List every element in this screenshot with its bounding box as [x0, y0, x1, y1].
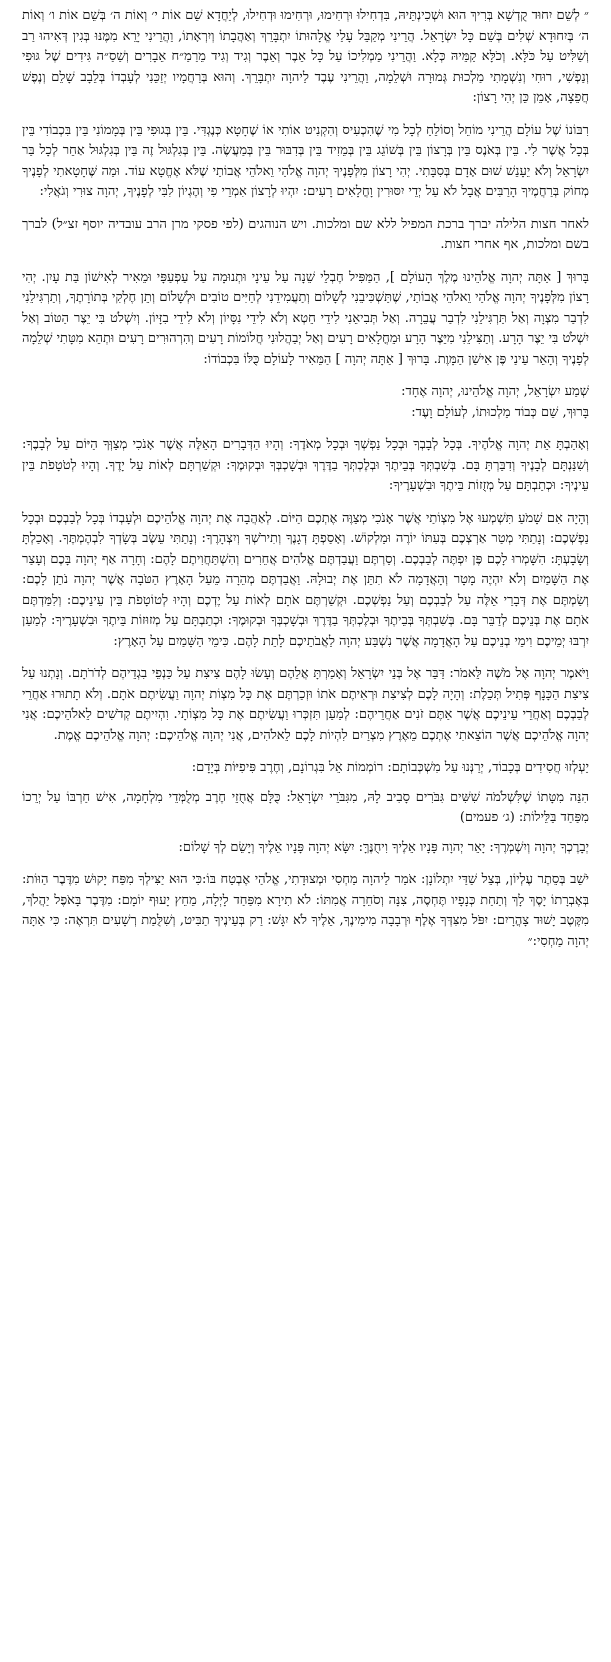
- paragraph-veahavta: וְאָהַבְתָּ אֵת יְהוָה אֱלֹהֶיךָ. בְּכָל לְבָבְךָ וּבְכָל נַפְשְׁךָ וּבְכָל מְאֹדֶךָ: וְהָיוּ הַדְּבָרִים הָאֵלֶּה אֲשֶׁר אָנֹכִי מְצַוְּךָ הַיּוֹם עַל לְבָבֶךָ: וְשִׁנַּנְתָּם לְבָנֶיךָ וְדִבַּרְתָּ בָּם. בְּשִׁבְתְּךָ בְּבֵיתֶךָ וּבְלֶכְתְּךָ בַדֶּרֶךְ וּבְשָׁכְבְּךָ וּבְקוּמֶךָ: וּקְשַׁרְתָּם לְאוֹת עַל יָדֶךָ. וְהָיוּ לְטֹטָפֹת בֵּין עֵינֶיךָ: וּכְתַבְתָּם עַל מְזֻזוֹת בֵּיתֶךָ וּבִשְׁעָרֶיךָ:: [22, 437, 589, 493]
- paragraph-shema: [22, 382, 589, 423]
- baruch-shem-line: בָּרוּךְ, שֵׁם כְּבוֹד מַלְכוּתוֹ, לְעוֹלָם וָעֶד:: [411, 404, 589, 420]
- paragraph-vehaya: וְהָיָה אִם שָׁמֹעַ תִּשְׁמְעוּ אֶל מִצְוֹתַי אֲשֶׁר אָנֹכִי מְצַוֶּה אֶתְכֶם הַיּוֹם. לְאַהֲבָה אֶת יְהוָה אֱלֹהֵיכֶם וּלְעָבְדוֹ בְּכָל לְבַבְכֶם וּבְכָל נַפְשְׁכֶם: וְנָתַתִּי מְטַר אַרְצְכֶם בְּעִתּוֹ יוֹרֶה וּמַלְקוֹשׁ. וְאָסַפְתָּ דְגָנֶךָ וְתִירֹשְׁךָ וְיִצְהָרֶךָ: וְנָתַתִּי עֵשֶׂב בְּשָׂדְךָ לִבְהֶמְתֶּךָ. וְאָכַלְתָּ וְשָׂבָעְתָּ: הִשָּׁמְרוּ לָכֶם פֶּן יִפְתֶּה לְבַבְכֶם. וְסַרְתֶּם וַעֲבַדְתֶּם אֱלֹהִים אֲחֵרִים וְהִשְׁתַּחֲוִיתֶם לָהֶם: וְחָרָה אַף יְהוָה בָּכֶם וְעָצַר אֶת הַשָּׁמַיִם וְלֹא יִהְיֶה מָטָר וְהָאֲדָמָה לֹא תִתֵּן אֶת יְבוּלָהּ. וַאֲבַדְתֶּם מְהֵרָה מֵעַל הָאָרֶץ הַטֹּבָה אֲשֶׁר יְהוָה נֹתֵן לָכֶם: וְשַׂמְתֶּם אֶת דְּבָרַי אֵלֶּה עַל לְבַבְכֶם וְעַל נַפְשְׁכֶם. וּקְשַׁרְתֶּם אֹתָם לְאוֹת עַל יֶדְכֶם וְהָיוּ לְטוֹטָפֹת בֵּין עֵינֵיכֶם: וְלִמַּדְתֶּם אֹתָם אֶת בְּנֵיכֶם לְדַבֵּר בָּם. בְּשִׁבְתְּךָ בְּבֵיתֶךָ וּבְלֶכְתְּךָ בַדֶּרֶךְ וּבְשָׁכְבְּךָ וּבְקוּמֶךָ: וּכְתַבְתָּם עַל מְזוּזוֹת בֵּיתֶךָ וּבִשְׁעָרֶיךָ: לְמַעַן יִרְבּוּ יְמֵיכֶם וִימֵי בְנֵיכֶם עַל הָאֲדָמָה אֲשֶׁר נִשְׁבַּע יְהוָה לַאֲבֹתֵיכֶם לָתֵת לָהֶם. כִּימֵי הַשָּׁמַיִם עַל הָאָרֶץ:: [22, 510, 589, 649]
- paragraph-leshem-yichud: ״ לְשֵׁם יִחוּד קֻדְשָׁא בְּרִיךְ הוּא וּשְׁכִינְתֵּיהּ, בִּדְחִילוּ וּרְחִימוּ, וּרְחִימוּ וּדְחִילוּ, לְיַחֲדָא שֵׁם אוֹת י׳ וְאוֹת ה׳ בְּשֵׁם אוֹת ו׳ וְאוֹת ה׳ בְּיִחוּדָא שְׁלִים בְּשֵׁם כָּל יִשְׂרָאֵל. הֲרֵינִי מְקַבֵּל עָלַי אֱלָהוּתוֹ יִתְבָּרֵךְ וְאַהֲבָתוֹ וְיִרְאָתוֹ, וַהֲרֵינִי יָרֵא מִמֶּנּוּ בְּגִין דְּאִיהוּ רַב וְשַׁלִּיט עַל כֹּלָּא. וְכֹלָּא קַמֵּיהּ כְּלָא. וַהֲרֵינִי מַמְלִיכוֹ עַל כָּל אֵבֶר וְאֵבֶר וְגִיד וְגִיד מֵרַמַ״ח אֵבָרִים וְשַׁסַ״ה גִּידִים שֶׁל גּוּפִי וְנַפְשִׁי, רוּחִי וְנִשְׁמָתִי מַלְכוּת גְּמוּרָה וּשְׁלֵמָה, וַהֲרֵינִי עֶבֶד לַיהוָה יִתְבָּרֵךְ. וְהוּא בְּרַחֲמָיו יְזַכֵּנִי לְעָבְדוֹ בְּלֵבָב שָׁלֵם וְנֶפֶשׁ חֲפֵצָה, אָמֵן כֵּן יְהִי רָצוֹן:: [22, 8, 589, 105]
- shema-line: שְׁמַע יִשְׂרָאֵל, יְהוָה אֱלֹהֵינוּ, יְהוָה אֶחָד:: [401, 384, 589, 399]
- paragraph-yoshev-beseter: יֹשֵׁב בְּסֵתֶר עֶלְיוֹן, בְּצֵל שַׁדַּי יִתְלוֹנָן: אֹמַר לַיהוָה מַחְסִי וּמְצוּדָתִי, אֱלֹהַי אֶבְטַח בּוֹ:כִּי הוּא יַצִּילְךָ מִפַּח יָקוּשׁ מִדֶּבֶר הַוּוֹת: בְּאֶבְרָתוֹ יָסֶךְ לָךְ וְתַחַת כְּנָפָיו תֶּחְסֶה, צִנָּה וְסֹחֵרָה אֲמִתּוֹ: לֹא תִירָא מִפַּחַד לָיְלָה, מֵחֵץ יָעוּף יוֹמָם: מִדֶּבֶר בָּאֹפֶל יַהֲלֹךְ, מִקֶּטֶב יָשׁוּד צָהֳרָיִם: יִפֹּל מִצִּדְּךָ אֶלֶף וּרְבָבָה מִימִינֶךָ, אֵלֶיךָ לֹא יִגָּשׁ: רַק בְּעֵינֶיךָ תַבִּיט, וְשִׁלֻּמַת רְשָׁעִים תִּרְאֶה: כִּי אַתָּה יְהוָה מַחְסִי:״: [22, 872, 589, 949]
- paragraph-yaalzu: יַעְלְזוּ חֲסִידִים בְּכָבוֹד, יְרַנְּנוּ עַל מִשְׁכְּבוֹתָם: רוֹמְמוֹת אֵל בִּגְרוֹנָם, וְחֶרֶב פִּיפִיּוֹת בְּיָדָם:: [191, 760, 589, 775]
- paragraph-ribono-shel-olam: רִבּוֹנוֹ שֶׁל עוֹלָם הֲרֵינִי מוֹחֵל וְסוֹלֵחַ לְכָל מִי שֶׁהִכְעִיס וְהִקְנִיט אוֹתִי אוֹ שֶׁחָטָא כְּנֶגְדִּי. בֵּין בְּגוּפִי בֵּין בְּמָמוֹנִי בֵּין בִּכְבוֹדִי בֵּין בְּכָל אֲשֶׁר לִי. בֵּין בְּאֹנֶס בֵּין בְּרָצוֹן בֵּין בְּשׁוֹגֵג בֵּין בְּמֵזִיד בֵּין בְּדִבּוּר בֵּין בְּמַעֲשֶׂה. בֵּין בְּגִלְגּוּל זֶה בֵּין בְּגִלְגּוּל אַחֵר לְכָל בַּר יִשְׂרָאֵל וְלֹא יֵעָנֵשׁ שׁוּם אָדָם בְּסִבָּתִי. יְהִי רָצוֹן מִלְּפָנֶיךָ יְהוָה אֱלֹהַי וֵאלֹהֵי אֲבוֹתַי שֶׁלֹּא אֶחֱטָא עוֹד. וּמַה שֶּׁחָטָאתִי לְפָנֶיךָ מְחוֹק בְּרַחֲמֶיךָ הָרַבִּים אֲבָל לֹא עַל יְדֵי יִסּוּרִין וָחֳלָאִים רָעִים: יִהְיוּ לְרָצוֹן אִמְרֵי פִי וְהֶגְיוֹן לִבִּי לְפָנֶיךָ, יְהוָה צוּרִי וְגֹאֲלִי:: [22, 122, 589, 199]
- paragraph-hamapil-blessing: בָּרוּךְ [ אַתָּה יְהוָה אֱלֹהֵינוּ מֶלֶךְ הָעוֹלָם ], הַמַּפִּיל חֶבְלֵי שֵׁנָה עַל עֵינָי וּתְנוּמָה עַל עַפְעַפָּי וּמֵאִיר לְאִישׁוֹן בַּת עָיִן. יְהִי רָצוֹן מִלְּפָנֶיךָ יְהוָה אֱלֹהַי וֵאלֹהֵי אֲבוֹתַי, שֶׁתַּשְׁכִּיבֵנִי לְשָׁלוֹם וְתַעֲמִידֵנִי לְחַיִּים טוֹבִים וּלְשָׁלוֹם וְתֵן חֶלְקִי בְּתוֹרָתֶךָ, וְתַרְגִּילֵנִי לִדְבַר מִצְוָה וְאַל תַּרְגִּילֵנִי לִדְבַר עֲבֵרָה. וְאַל תְּבִיאֵנִי לִידֵי חֵטְא וְלֹא לִידֵי נִסָּיוֹן וְלֹא לִידֵי בִזָּיוֹן. וְיִשְׁלֹט בִּי יֵצֶר הַטּוֹב וְאַל יִשְׁלֹט בִּי יֵצֶר הָרָע. וְתַצִּילֵנִי מִיֵּצֶר הָרָע וּמֵחֳלָאִים רָעִים וְאַל יְבַהֲלוּנִי חֲלוֹמוֹת רָעִים וְהִרְהוּרִים רָעִים וּתְהֵא מִטָּתִי שְׁלֵמָה לְפָנֶיךָ וְהָאֵר עֵינַי פֶּן אִישַׁן הַמָּוֶת. בָּרוּךְ [ אַתָּה יְהוָה ] הַמֵּאִיר לָעוֹלָם כֻּלּוֹ בִּכְבוֹדוֹ:: [22, 269, 589, 367]
- paragraph-birkat-kohanim: יְבָרֶכְךָ יְהוָה וְיִשְׁמְרֶךָ: יָאֵר יְהוָה פָּנָיו אֵלֶיךָ וִיחֻנֶּךָּ: יִשָּׂא יְהוָה פָּנָיו אֵלֶיךָ וְיָשֵׂם לְךָ שָׁלוֹם:: [178, 839, 589, 855]
- paragraph-vayomer: וַיֹּאמֶר יְהוָה אֶל מֹשֶׁה לֵּאמֹר: דַּבֵּר אֶל בְּנֵי יִשְׂרָאֵל וְאָמַרְתָּ אֲלֵהֶם וְעָשׂוּ לָהֶם צִיצִת עַל כַּנְפֵי בִגְדֵיהֶם לְדֹרֹתָם. וְנָתְנוּ עַל צִיצִת הַכָּנָף פְּתִיל תְּכֵלֶת: וְהָיָה לָכֶם לְצִיצִת וּרְאִיתֶם אֹתוֹ וּזְכַרְתֶּם אֶת כָּל מִצְוֹת יְהוָה וַעֲשִׂיתֶם אֹתָם. וְלֹא תָתוּרוּ אַחֲרֵי לְבַבְכֶם וְאַחֲרֵי עֵינֵיכֶם אֲשֶׁר אַתֶּם זֹנִים אַחֲרֵיהֶם: לְמַעַן תִּזְכְּרוּ וַעֲשִׂיתֶם אֶת כָּל מִצְוֹתָי. וִהְיִיתֶם קְדֹשִׁים לֵאלֹהֵיכֶם: אֲנִי יְהוָה אֱלֹהֵיכֶם אֲשֶׁר הוֹצֵאתִי אֶתְכֶם מֵאֶרֶץ מִצְרַיִם לִהְיוֹת לָכֶם לֵאלֹהִים, אֲנִי יְהוָה אֱלֹהֵיכֶם: יְהוָה אֱלֹהֵיכֶם אֱמֶת.: [22, 666, 589, 743]
- paragraph-instruction-hamapil: לאחר חצות הלילה יברך ברכת המפיל ללא שם ומלכות. ויש הנוהגים (לפי פסקי מרן הרב עובדיה יוסף זצ״ל) לברך בשם ומלכות, אף אחרי חצות.: [22, 216, 589, 252]
- paragraph-hine-mitato: הִנֵּה מִטָּתוֹ שֶׁלִּשְׁלֹמֹה שִׁשִּׁים גִּבֹּרִים סָבִיב לָהּ, מִגִּבֹּרֵי יִשְׂרָאֵל: כֻּלָּם אֲחֻזֵי חֶרֶב מְלֻמְּדֵי מִלְחָמָה, אִישׁ חַרְבּוֹ עַל יְרֵכוֹ מִפַּחַד בַּלֵּילוֹת: (ג׳ פעמים): [22, 789, 589, 825]
